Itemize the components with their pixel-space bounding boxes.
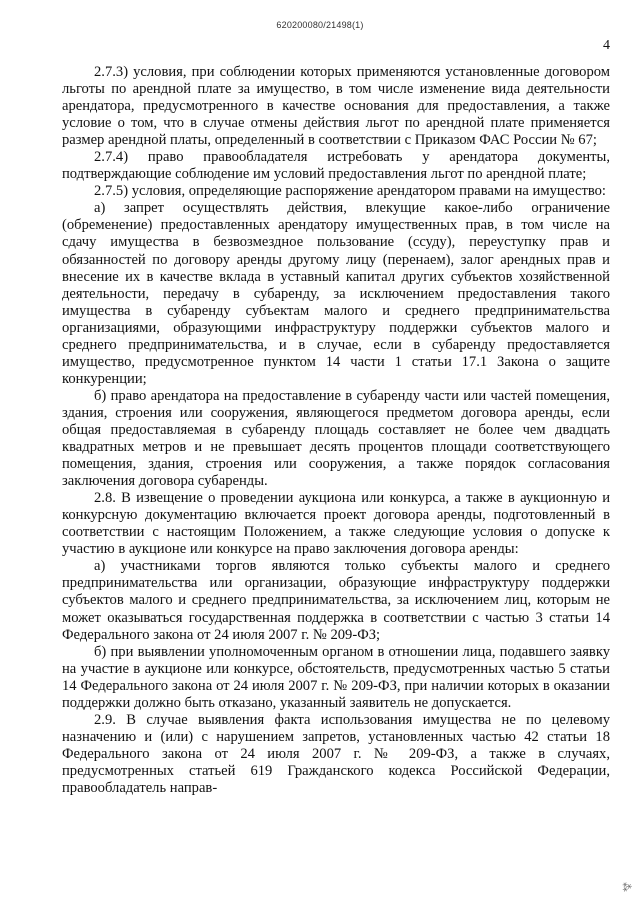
document-id-code: 620200080/21498(1) <box>276 20 364 30</box>
paragraph-2-7-4: 2.7.4) право правообладателя истребовать у арендатора документы, подтверждающие соблюдение им условий предоставления льгот по арендной плате; <box>62 149 610 183</box>
scan-mark-icon: ⁂ <box>619 880 635 895</box>
paragraph-2-7-3: 2.7.3) условия, при соблюдении которых применяются установленные договором льготы по арендной плате за имущество, в том числе изменение вида деятельности арендатора, предусмотренного в качестве основания для предоставления, а также условие о том, что в случае отмены действия льгот по арендной плате применяется размер арендной платы, определенный в соответствии с Приказом ФАС России № 67; <box>62 64 610 149</box>
paragraph-2-7-5-a: а) запрет осуществлять действия, влекущие какое-либо ограничение (обременение) предоставленных арендатору имущественных прав, в том числе на сдачу имущества в безвозмездное пользование (ссуду), переуступку прав и обязанностей по договору аренды другому лицу (перенаем), залог арендных прав и внесение их в качестве вклада в уставный капитал других субъектов хозяйственной деятельности, передачу в субаренду, за исключением предоставления такого имущества в субаренду субъектам малого и среднего предпринимательства организациями, образующими инфраструктуру поддержки субъектов малого и среднего предпринимательства, и в случае, если в субаренду предоставляется имущество, предусмотренное пунктом 14 части 1 статьи 17.1 Закона о защите конкуренции; <box>62 200 610 387</box>
paragraph-2-7-5-b: б) право арендатора на предоставление в субаренду части или частей помещения, здания, строения или сооружения, являющегося предметом договора аренды, если общая предоставляемая в субаренду площадь составляет не более чем двадцать квадратных метров и не превышает десять процентов площади соответствующего помещения, здания, строения или сооружения, а также порядок согласования заключения договора субаренды. <box>62 387 610 490</box>
paragraph-2-8-b: б) при выявлении уполномоченным органом в отношении лица, подавшего заявку на участие в аукционе или конкурсе, обстоятельств, предусмотренных частью 5 статьи 14 Федерального закона от 24 июля 2007 г. № 209-ФЗ, при наличии которых в оказании поддержки должно быть отказано, указанный заявитель не допускается. <box>62 643 610 711</box>
paragraph-2-8-a: а) участниками торгов являются только субъекты малого и среднего предпринимательства или организации, образующие инфраструктуру поддержки субъектов малого и среднего предпринимательства, за исключением лиц, которым не может оказываться государственная поддержка в соответствии с частью 3 статьи 14 Федерального закона от 24 июля 2007 г. № 209-ФЗ; <box>62 558 610 643</box>
paragraph-2-8: 2.8. В извещение о проведении аукциона или конкурса, а также в аукционную и конкурсную документацию включается проект договора аренды, подготовленный в соответствии с настоящим Положением, а также следующие условия о допуске к участию в аукционе или конкурсе на право заключения договора аренды: <box>62 490 610 558</box>
paragraph-2-7-5: 2.7.5) условия, определяющие распоряжение арендатором правами на имущество: <box>94 183 606 200</box>
page-number: 4 <box>603 38 610 53</box>
paragraph-2-9: 2.9. В случае выявления факта использования имущества не по целевому назначению и (или) с нарушением запретов, установленных частью 42 статьи 18 Федерального закона от 24 июля 2007 г. № 209-ФЗ, а также в случаях, предусмотренных статьей 619 Гражданского кодекса Российской Федерации, правообладатель направ- <box>62 711 610 796</box>
document-body <box>62 64 610 797</box>
